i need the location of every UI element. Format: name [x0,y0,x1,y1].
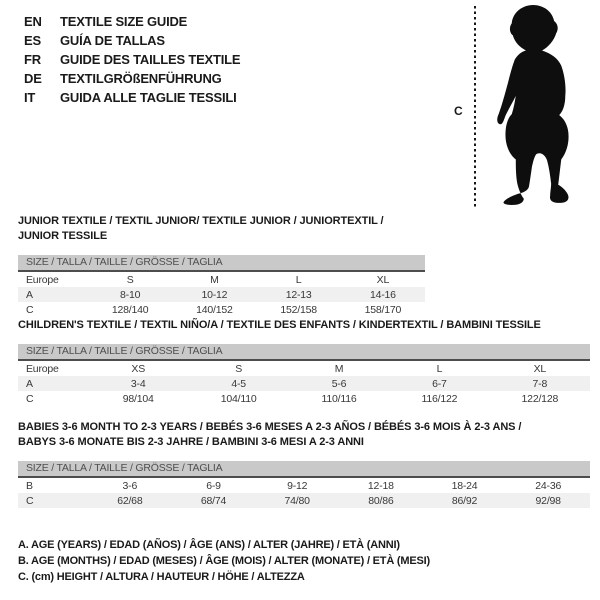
legend-line: A. AGE (YEARS) / EDAD (AÑOS) / ÂGE (ANS) / ALTER (JAHRE) / ETÀ (ANNI) [18,539,400,551]
height-measure-label: C [454,104,463,118]
legend-line: C. (cm) HEIGHT / ALTURA / HAUTEUR / HÖHE / ALTEZZA [18,571,305,583]
table-row [18,376,590,391]
language-code: ES [24,33,41,48]
table-row [18,391,590,406]
size-cell: 92/98 [535,494,561,507]
size-cell: 68/74 [200,494,227,507]
language-code: DE [24,71,42,86]
size-cell: 5-6 [331,377,347,390]
size-cell: 24-36 [535,479,562,492]
size-cell: 12-18 [367,479,394,492]
measurement-legend [18,537,430,585]
height-measure-dotted-line [474,6,476,208]
size-cell: 7-8 [532,377,548,390]
table-title: CHILDREN'S TEXTILE / TEXTIL NIÑO/A / TEXTILE DES ENFANTS / KINDERTEXTIL / BAMBINI TESSILE [18,319,541,331]
size-cell: 128/140 [111,303,149,316]
row-label: C [26,303,34,316]
table-title-wrap [18,420,590,450]
table-row [18,361,590,376]
language-code: FR [24,52,41,67]
table-title: BABIES 3-6 MONTH TO 2-3 YEARS / BEBÉS 3-6 MESES A 2-3 AÑOS / BÉBÉS 3-6 MOIS À 2-3 ANS / [18,421,522,433]
childrens-textile-table [18,318,590,406]
legend-line: B. AGE (MONTHS) / EDAD (MESES) / ÂGE (MOIS) / ALTER (MONATE) / ETÀ (MESI) [18,555,430,567]
size-cell: S [235,362,243,375]
size-cell: 116/122 [421,392,458,405]
size-header-bar: SIZE / TALLA / TAILLE / GRÖSSE / TAGLIA [18,255,425,272]
language-label: GUÍA DE TALLAS [60,33,165,48]
language-label: TEXTILGRÖßENFÜHRUNG [60,71,222,86]
size-cell: M [210,273,219,286]
size-header-bar: SIZE / TALLA / TAILLE / GRÖSSE / TAGLIA [18,461,590,478]
size-cell: 140/152 [196,303,233,316]
size-cell: XL [533,362,547,375]
table-title-wrap [18,318,590,333]
row-label: A [26,377,33,390]
size-cell: 3-4 [130,377,146,390]
language-label: TEXTILE SIZE GUIDE [60,14,188,29]
size-header-bar: SIZE / TALLA / TAILLE / GRÖSSE / TAGLIA [18,344,590,361]
size-cell: 152/158 [280,303,317,316]
row-label: Europe [26,362,59,375]
size-cell: 12-13 [285,288,312,301]
table-row [18,302,425,317]
language-label: GUIDE DES TAILLES TEXTILE [60,52,241,67]
size-cell: 158/170 [364,303,402,316]
size-cell: 3-6 [122,479,138,492]
size-cell: XL [376,273,390,286]
size-cell: 62/68 [117,494,143,507]
size-cell: 86/92 [451,494,478,507]
table-row [18,272,425,287]
table-title: JUNIOR TEXTILE / TEXTIL JUNIOR/ TEXTILE JUNIOR / JUNIORTEXTIL / JUNIOR TESSILE [18,215,384,242]
size-cell: 4-5 [231,377,246,390]
table-row [18,287,425,302]
language-row [24,12,240,31]
babies-textile-table [18,420,590,508]
size-cell: 122/128 [521,392,559,405]
size-cell: XS [131,362,145,375]
language-label: GUIDA ALLE TAGLIE TESSILI [60,90,237,105]
size-cell: 8-10 [120,288,141,301]
language-row [24,31,240,50]
size-cell: 10-12 [201,288,228,301]
size-cell: 74/80 [284,494,310,507]
toddler-silhouette-icon [486,3,586,210]
size-cell: S [126,273,134,286]
size-cell: M [334,362,344,375]
size-cell: 110/116 [321,392,357,405]
size-cell: 80/86 [368,494,394,507]
table-row [18,478,590,493]
language-code: IT [24,90,36,105]
junior-textile-table [18,214,425,317]
size-cell: L [295,273,302,286]
table-title: BABYS 3-6 MONATE BIS 2-3 JAHRE / BAMBINI 3-6 MESI A 2-3 ANNI [18,436,364,448]
language-code: EN [24,14,42,29]
size-cell: 6-9 [206,479,221,492]
language-list [24,12,240,107]
language-row [24,88,240,107]
figure-area [450,0,600,215]
size-cell: 6-7 [432,377,447,390]
size-cell: 14-16 [369,288,396,301]
row-label: C [26,392,34,405]
row-label: C [26,494,34,507]
row-label: B [26,479,33,492]
size-cell: 9-12 [287,479,308,492]
row-label: Europe [26,273,59,286]
table-row [18,493,590,508]
language-row [24,50,240,69]
size-cell: 18-24 [451,479,478,492]
size-cell: 104/110 [220,392,257,405]
size-cell: L [436,362,443,375]
table-title-wrap [18,214,425,244]
language-row [24,69,240,88]
size-cell: 98/104 [122,392,154,405]
row-label: A [26,288,33,301]
